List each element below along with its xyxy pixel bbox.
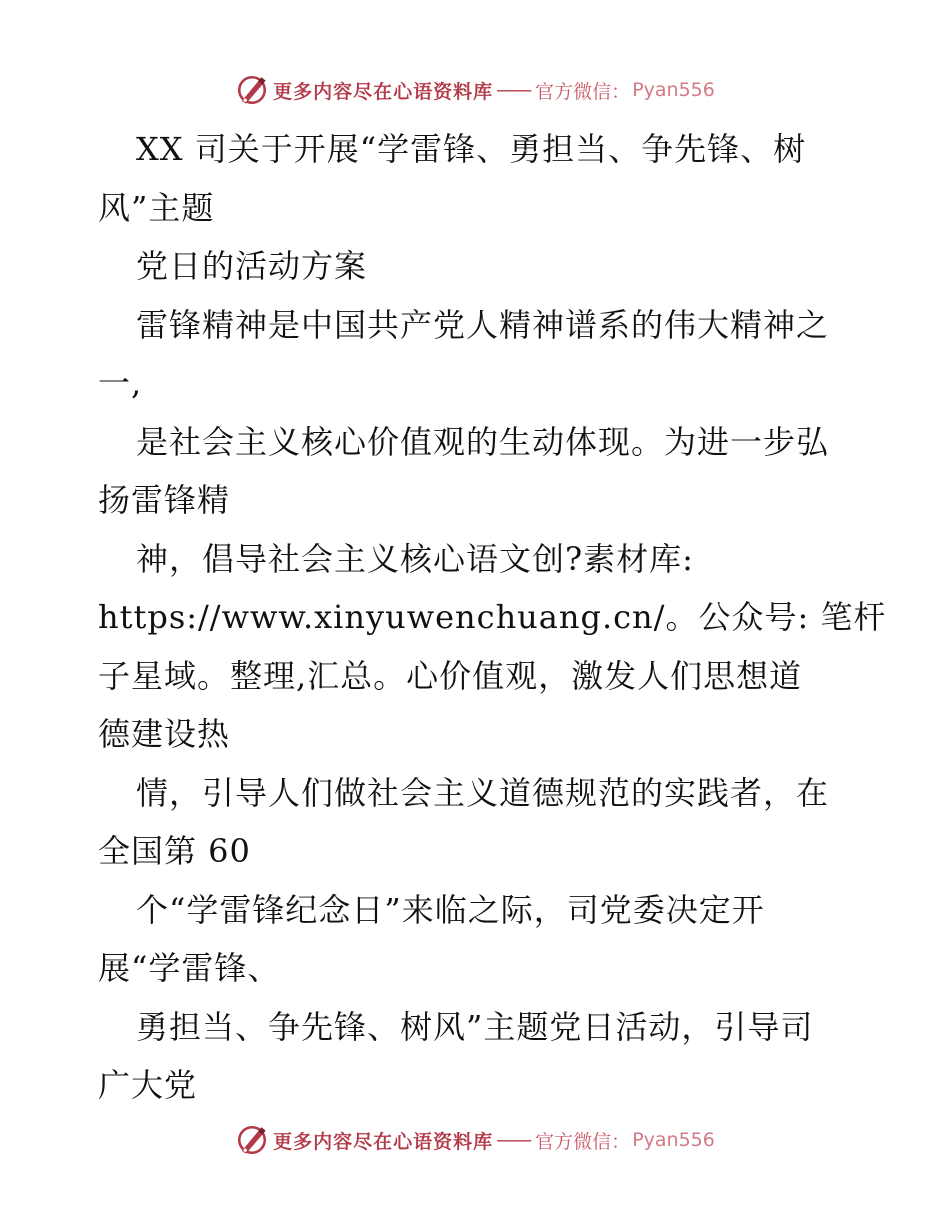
doc-line-6: 是社会主义核心价值观的生动体现。为进一步弘 [136,422,830,461]
doc-line-10: 子星域。整理,汇总。心价值观，激发人们思想道 [98,656,803,695]
doc-line-15: 展“学雷锋、 [98,949,281,987]
header-brand: 更多内容尽在心语资料库 [273,80,494,103]
footer-dash: —— [496,1129,531,1151]
document-body [98,120,887,1115]
doc-line-14: 个“学雷锋纪念日”来临之际，司党委决定开 [136,890,765,929]
header-dash: —— [496,79,531,101]
doc-line-7: 扬雷锋精 [98,481,231,519]
footer-brand: 更多内容尽在心语资料库 [273,1130,494,1153]
doc-line-3: 党日的活动方案 [136,247,368,285]
doc-line-12: 情，引导人们做社会主义道德规范的实践者，在 [136,773,830,812]
footer-wechat-label: 官方微信： [535,1130,631,1153]
header-watermark [0,72,950,108]
doc-line-4: 雷锋精神是中国共产党人精神谱系的伟大精神之 [136,305,830,344]
doc-line-17: 广大党 [98,1066,198,1104]
doc-line-2: 风”主题 [98,188,215,227]
doc-line-8: 神，倡导社会主义核心语文创?素材库: [136,539,694,578]
footer-wechat-id: Pyan556 [632,1129,715,1151]
header-wechat-label: 官方微信： [535,80,631,103]
doc-line-1: XX 司关于开展“学雷锋、勇担当、争先锋、树 [136,130,807,168]
doc-line-16: 勇担当、争先锋、树风”主题党日活动，引导司 [136,1007,814,1046]
footer-watermark [0,1122,950,1158]
pen-logo-icon [235,73,269,107]
header-wechat-id: Pyan556 [632,79,715,101]
doc-line-13: 全国第 60 [98,832,251,870]
pen-logo-icon [235,1123,269,1157]
doc-line-5: 一, [98,364,143,402]
doc-line-11: 德建设热 [98,715,231,753]
doc-line-9: https://www.xinyuwenchuang.cn/。公众号: 笔杆 [98,598,887,636]
